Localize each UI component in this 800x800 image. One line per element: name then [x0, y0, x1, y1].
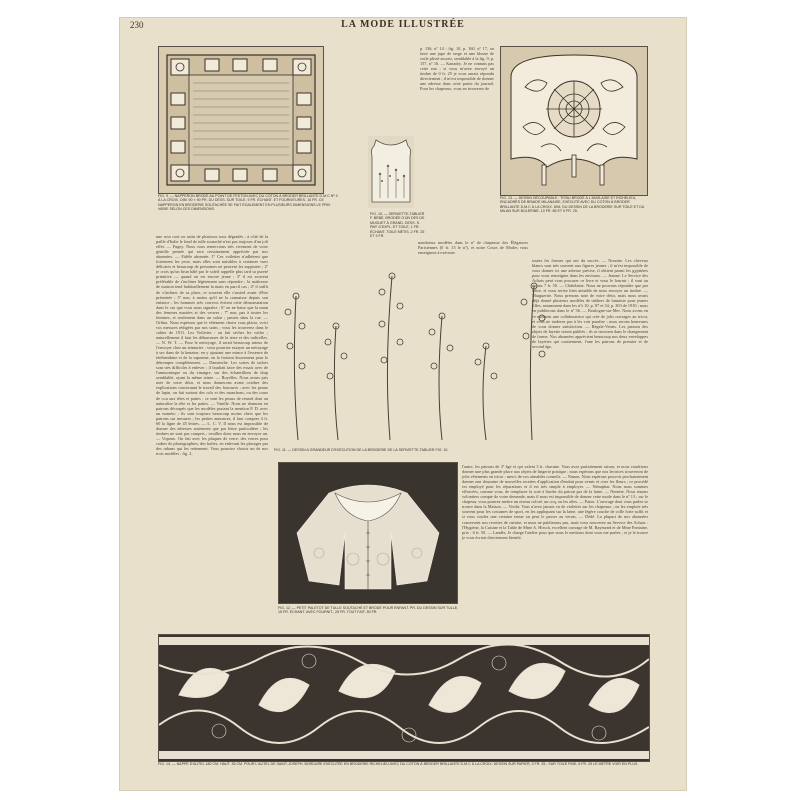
- fig12-jacket-drawing: [279, 463, 457, 603]
- fig12-caption: FIG. 12. — PETIT PALETOT DE TULLE SOUTACHÉ ET BRODÉ POUR ENFANT. PR. DU DESSIN SUR TULLE, 15 FR. ÉCHANT. AVEC FOURNIT., 25 FR. TOUT FAIT, 50 FR.: [278, 606, 459, 615]
- page-header: [120, 18, 686, 34]
- fig10-bib-illustration: [368, 136, 414, 208]
- fig14-border-illustration: [158, 634, 650, 762]
- fig12-jacket-illustration: [278, 462, 458, 604]
- fig14-caption: FIG. 14. — NAPPE D'AUTEL 180 CM. HAUT. 35 CM. POUR L'AUTEL DE SAINT-JOSEPH. BORDURE EXÉCUTÉE EN BRODERIE RICHELIEU AVEC DU COTON À BRODER BRILLANTE D.M.C À LA CROIX. DESSIN SUR PAPIER, 3 FR. 25 ; SUR TOILE FINE, 6 FR. 25 LE MÈTRE VOIR EN PLUS.: [158, 762, 639, 766]
- fig13-caption: FIG. 13. — DESSIN DÉCOUPABLE : TISSU BRODÉ À L'ANGLAISE ET RICHELIEU, ENCADRÉS DE BRAIDE MILANAISE, EXÉCUTÉ AVEC DU COTON À BRODER BRILLANTE D.M.C À LA CROIX. DIM. DU DESSIN DE LA BRODERIE SUR TOILE ET DU MILAN SUR BOLERINE, 10 FR. 85 ET 9 FR. 25.: [500, 196, 645, 214]
- fig13-cutwork-illustration: [500, 46, 648, 196]
- journal-title: LA MODE ILLUSTRÉE: [341, 19, 465, 30]
- text-column-right-lower: l'autre, les patrons de 3º âge et qui valent 3 fr. chacune. Vous avez parfaitement raison, et nous voudrions donner une plus grande place aux objets de lingerie pratique ; nous espérons que nos lectrices trouveront de jolis vêtements en tricot ; merci de vos aimables conseils. — Nanon. Nous espérons pouvoir prochainement donner une douzaine de nouvelles recettes d'application d'enduit pour vernir et cirer les fleurs ; ce procédé est employé pour les réparations et il est très simple à employer. — Nénuphar. Nous nous sommes efforcées, comme vous, de remplacer la soie à broder du patron par de la laine. — Nenette. Nous tenons volontiers compte de votre demande, mais il nous est impossible de donner cette mode dans le nº 13 ; sur le chapeau, vous pourrez mettre un oiseau coloré, un coq, ou les ailes. — Patou. L'ouvrage dont vous parlez se trouve dans la Maison. — Verdir. Vous n'avez jamais vu de violettes sur les chapeaux ; on les emploie très souvent pour les costumes de sport, en les appliquant sur la laine, une légère couche de colle forte suffit et si vous voulez une certaine tenue on peut le passer au vernis. — Dédé. La plupart de nos abonnées conservent nos recettes de cuisine, et nous ne publierons pas, mais vous trouverez au Service des Achats : l'Hygiène, la Cuisine et la Table de Mme A. Hirsch, excellent ouvrage de M. Raymond et de Mme Fontaine, prix : 6 fr. 50. — Landès. Je charge l'atelier pour que nous le mettions dont vous me parlez ; et je le trouve je vous écrirai directement bientôt.: [462, 464, 648, 540]
- fig9-napkin-drawing: [159, 47, 323, 193]
- page-number: 230: [130, 20, 144, 30]
- text-column-center-top: nombreux modèles dans le nº de chapeaux des Élégances Parisiennes (0 fr. 15 le nº), et notre Cours de Modes vous enseignera à exécuter: [418, 240, 528, 256]
- fig10-bib-drawing: [368, 136, 414, 208]
- fig9-napkin-illustration: [158, 46, 324, 194]
- magazine-page: [120, 18, 686, 790]
- fig11-sprigs-drawing: [272, 256, 560, 446]
- fig10-caption: FIG. 10. — SERVIETTE-TABLIER F. BÉBÉ, BRODÉE D'UN DES DE MUGUET À GRAND. DESS. S. PAP. D'EXPL. ET TOILE, 1 FR. ÉCHANT. TOILE MÉTIS, 2 FR. 25 ET 3 FR.: [370, 212, 425, 239]
- fig11-embroidery-pattern: [272, 256, 560, 446]
- fig14-border-drawing: [159, 635, 649, 761]
- fig9-caption: FIG. 9. — NAPPERON BRODÉ AU POINT DE FESTON AVEC DU COTON À BRODER BRILLANTE D.M.C Nº 4 À LA CROIX. DIM. 90 × 90 PR. DU DESS. SUR TOILE, 9 FR. ÉCHANT. ET FOURNITURES, 16 FR. CE NAPPERON EN BRODERIE SOUTACHÉE SE FAIT ÉGALEMENT EN PLUSIEURS DIMENSIONS LE PRIX VARIE SELON CES DIMENSIONS.: [158, 194, 338, 212]
- fig11-caption: FIG. 11. — DESSIN A GRANDEUR D'EXÉCUTION DE LA BRODERIE DE LA SERVIETTE-TABLIER FIG. 10.: [274, 448, 449, 452]
- fig13-cutwork-drawing: [501, 47, 647, 195]
- text-column-top-center: p. 136, nº 14 ; fig. 10, p. 160, nº 17, ou faire une jupe de serge et une blouse de voile plissé assorti, semblable à la fig. 9, p. 157, nº 16. — Kanadry. Je ne connais pas cette eau ; si vous m'avez envoyé un timbre de 0 fr. 25 je vous aurais répondu directement ; il m'est impossible de donner une adresse dans cette partie du journal. Pour les chapeaux, vous en trouverez de: [420, 46, 494, 92]
- text-column-left: une rose rose ou satin de plusieurs tons dégradés ; à côté de la paille d'Italie le fond de tulle soutaché n'est pas toujours d'un joli effet. — Fugey. Nous vous remercions très vivement de votre gentille pensée qui sera certainement appréciée par nos abonnées. — Fidèle abonnée. 1º Ces voilettes n'adhèrent que fortement les yeux, mais elles sont nuisibles à certaines vues délicates et beaucoup de personnes ne peuvent les supporter ; 2º je crois qu'un brun hâlé par le soleil rappelle plus tard sa pureté primitive — quand on est encore jeune ; 3º il est souvent préférable de s'incliner légèrement sans répondre ; la maîtresse de maison tend habituellement la main en parcil cas ; 4º il suffit de s'incliner de sa place, et souvent elle s'assied avant d'être présentée ; 5º non, à moins qu'il ne la connaisse depuis son enfance ; les hommes très corrects évitent cette démonstration dans le cas que vous nous signalez ; 6º on ne baise que la main des femmes mariées et des veuves ; 7º non, pas à toutes les femmes, et seulement dans un salon ; jamais dans la rue. — Orfina. Nous espérons que le vêtement choisi vous plaira, voici vos mesures rédigées par nos soins ; vous les trouverez dans le cahier de 1911. Les Voilettes : on fait sécher les voiles ; naturellement il faut les débarrasser de la terre et des radicelles. — N. W. T. — Pour le nettoyage, il serait beaucoup mieux de l'envoyer chez un teinturier ; vous pourriez essayer un nettoyage à sec dans de la benzine, en y ajoutant une mince à l'essence de térébenthine et de la saponine, en la frottant doucement pour le détremper complètement. — Damenche. Les sortes de taches sont très difficiles à enlever ; il faudrait faire des essais avec de l'ammoniaque ou du vinaigre, sur des échantillons de drap semblable, ayant la même teinte. — Royelles. Nous avons pris note de votre désir, et nous donnerons avant octobre des explications concernant le travail des fourrures ; avec les peaux de lapin, on fait surtout des cols et des manchons, ou des tours de cou aux têtes et pattes ; ce sont les peaux de renard dont on naturalise la tête et les pattes. — Vanille. Nous ne donnons en patrons découpés que les modèles portant la mention P. D. avec un numéro ; ils sont toujours beaucoup moins chers que les patrons sur mesures ; les petites annonces, il faut compter 4 fr. 60 la ligne de 45 lettres. — L. C. V. Il nous est impossible de donner des adresses autrement que par lettre particulière ; les timbres ne sont pas compris ; veuillez donc nous en envoyer un. — Vopono. On fait avec les plaques de verre, des verres pour cadres de photographies, des boîtes, en enlevant les placages par des rubans qui les retiennent. Vous pourriez choisir un de nos trois modèles : fig. 2,: [156, 234, 268, 457]
- text-column-right-upper: toutes les formes qui ont du succès. — Nonotte. Les cheveux blancs sont très souvent aux figures jeunes ; il m'est impossible de vous donner ici une adresse précise, il obtient parmi les gyptières pour vous renseigner dans les environs. — Jeanne. Le Service des Achats peut vous procurer ce livre et vous le fournir ; il vaut au moins 7 fr. 50. — Châtelaine. Nous ne pouvons répondre que par lettre, et vous seriez bien aimable de nous envoyer un timbre. — Marguerite. Nous prenons note de votre désir, mais nous avons déjà donné plusieurs modèles de tabliers de fantaisie pour jeunes filles, notamment dans les nºs 10, p. 87 et 34, p. 303 de 1910 ; nous en publierons dans le nº 36. — Boulogne-sur-Mer. Nous avons en ce moment une collaboratrice qui crée de jolis ouvrages au tricot, et vous ne tarderez pas à les voir paraître ; nous serons heureuses de vous donner satisfaction. — Régale-Vernis. Les patrons des objets de layette seront publiés ; ils se trouvent dans le changement de forme. Nos abonnées apprécient beaucoup nos deux enveloppes de layettes qui contiennent, l'une les patrons de premier et de second âge,: [532, 258, 648, 349]
